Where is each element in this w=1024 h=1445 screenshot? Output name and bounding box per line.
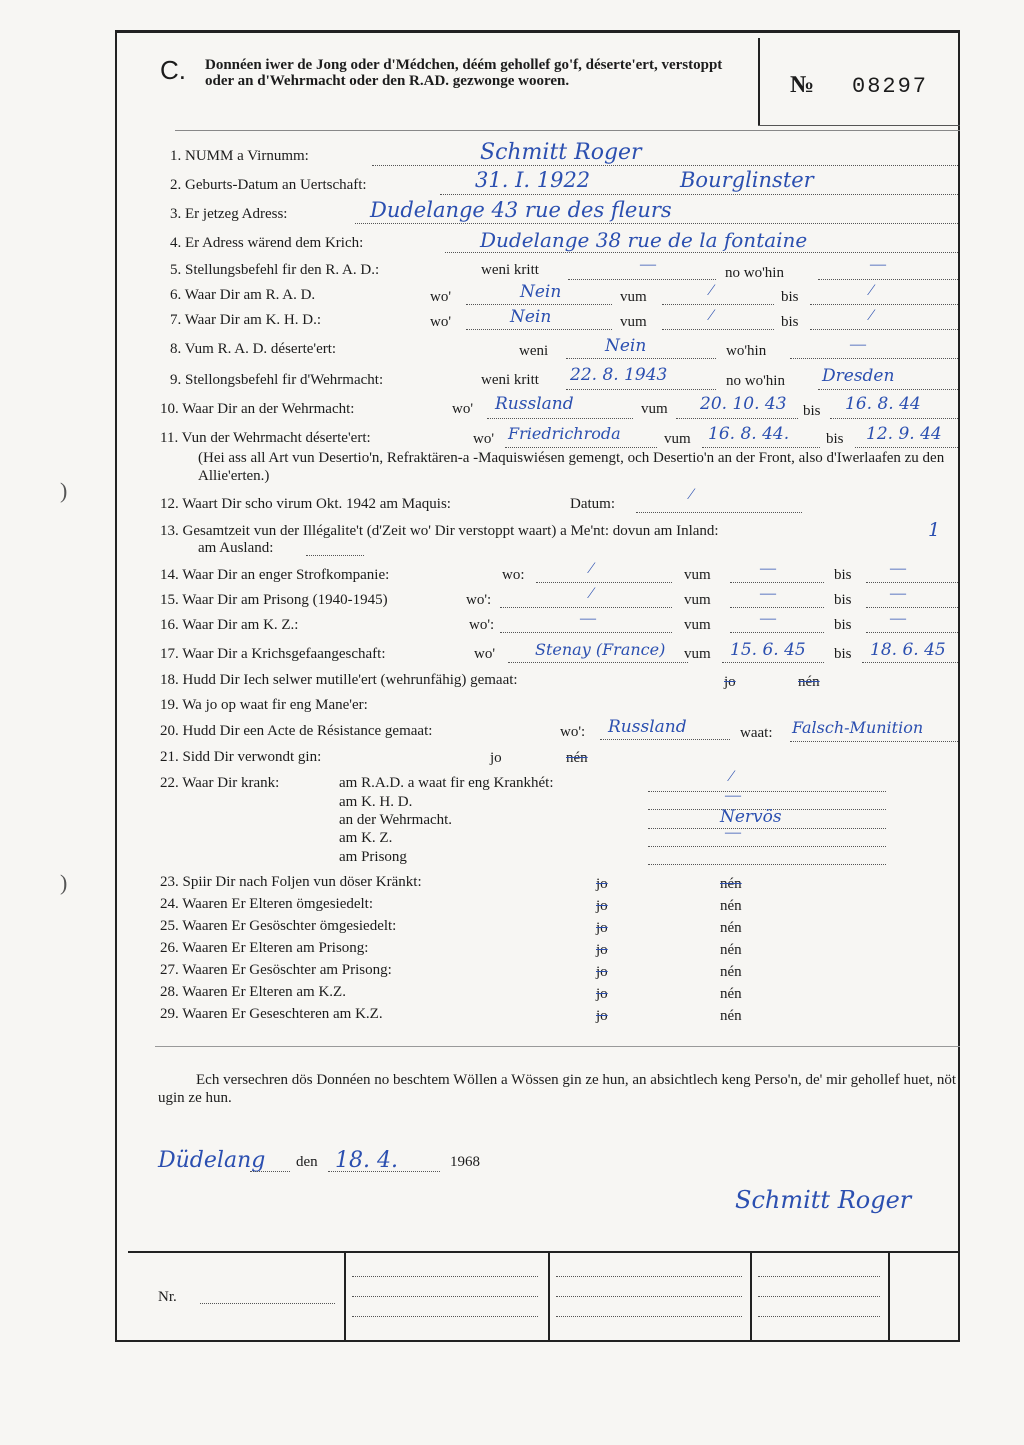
table-cell-line[interactable] [352,1275,538,1277]
den-label: den [296,1154,318,1170]
q16-vum-line[interactable] [730,631,824,633]
q16-vum-dash: — [760,610,776,627]
table-cell-line[interactable] [556,1315,742,1317]
q16-label: 16. Waar Dir am K. Z.: [160,617,299,633]
q14-wo-dash: ⁄ [590,560,593,577]
q27-jo[interactable]: jo [596,964,608,980]
q15-wo-line[interactable] [500,606,672,608]
q4-label: 4. Er Adress wärend dem Krich: [170,235,364,251]
q18-jo[interactable]: jo [724,674,736,690]
q11-wo-label: wo' [473,431,495,447]
q11-bis-value: 12. 9. 44 [866,424,942,444]
q12-label: 12. Waart Dir scho virum Okt. 1942 am Maquis: [160,496,451,512]
q5-when-label: weni kritt [481,262,539,278]
q17-wo-value: Stenay (France) [535,640,666,659]
q18-nen[interactable]: nén [798,674,820,690]
q15-bis-dash: — [890,585,906,602]
q29-nen[interactable]: nén [720,1008,742,1024]
q26-jo[interactable]: jo [596,942,608,958]
q5-where-line[interactable] [818,278,958,280]
q23-label: 23. Spiir Dir nach Foljen vun döser Kränkt: [160,874,422,890]
q21-nen[interactable]: nén [566,750,588,766]
q7-label: 7. Waar Dir am K. H. D.: [170,312,321,328]
q8-weni-value: Nein [605,336,647,356]
q9-weni-label: weni kritt [481,372,539,388]
q16-wo-line[interactable] [500,631,672,633]
q17-vum-label: vum [684,646,711,662]
q10-wo-label: wo' [452,401,474,417]
header-divider [758,38,760,125]
q15-wo-label: wo': [466,592,492,608]
q14-wo-label: wo: [502,567,525,583]
section-divider [155,1046,960,1047]
q22-item-khd: am K. H. D. [339,794,413,810]
q3-label: 3. Er jetzeg Adress: [170,206,288,222]
q7-bis-dash: ⁄ [870,307,873,324]
q12-datum-label: Datum: [570,496,615,512]
q24-jo[interactable]: jo [596,898,608,914]
signing-year: 1968 [450,1154,480,1170]
q6-bis-dash: ⁄ [870,282,873,299]
q13-ausland-label: am Ausland: [198,540,274,556]
q15-label: 15. Waar Dir am Prisong (1940-1945) [160,592,388,608]
q9-label: 9. Stellongsbefehl fir d'Wehrmacht: [170,372,384,388]
q20-wo-label: wo': [560,724,586,740]
q8-wohin-line[interactable] [790,357,958,359]
q22-item-kz: am K. Z. [339,830,393,846]
q5-label: 5. Stellungsbefehl fir den R. A. D.: [170,262,380,278]
q13-label: 13. Gesamtzeit vun der Illégalite't (d'Zeit wo' Dir verstoppt waart) a Me'nt: dovun am Inland: [160,523,719,539]
q3-line[interactable] [355,222,958,224]
q26-nen[interactable]: nén [720,942,742,958]
q13-inland-value: 1 [928,519,941,541]
q11-note: (Hei ass all Art vun Desertio'n, Refraktären-a -Maquiswiésen gemengt, och Desertio'n an der Front, also d'Iwerlaafen zu den Allie'erten.) [198,450,945,484]
section-title: Donnéen iwer de Jong oder d'Médchen, déém gehollef go'f, déserte'ert, verstoppt oder an d'Wehrmacht oder den R.AD. gezwonge wooren. [205,57,723,89]
header-underline [758,125,960,126]
q22-prisong-line[interactable] [648,863,886,865]
table-col-3 [750,1251,752,1341]
table-cell-line[interactable] [758,1295,880,1297]
q20-waat-line[interactable] [790,740,958,742]
q11-vum-line[interactable] [702,446,820,448]
q10-bis-line[interactable] [830,417,958,419]
q7-wo-value: Nein [510,307,552,327]
q14-vum-line[interactable] [730,581,824,583]
q16-bis-label: bis [834,617,852,633]
q8-label: 8. Vum R. A. D. déserte'ert: [170,341,337,357]
place-line[interactable] [250,1170,290,1172]
q20-waat-label: waat: [740,725,773,741]
q10-wo-value: Russland [495,394,574,414]
q20-waat-value: Falsch-Munition [792,718,924,737]
signing-date: 18. 4. [335,1148,398,1173]
table-col-1 [344,1251,346,1341]
q6-vum-line[interactable] [662,303,774,305]
q5-when-dash: — [640,256,656,273]
q22-item-rad: am R.A.D. a waat fir eng Krankhét: [339,775,554,791]
q10-label: 10. Waar Dir an der Wehrmacht: [160,401,355,417]
q16-bis-line[interactable] [866,631,958,633]
q10-vum-value: 20. 10. 43 [700,394,787,414]
q16-vum-label: vum [684,617,711,633]
q2-place: Bourglinster [680,168,814,192]
q16-wo-label: wo': [469,617,495,633]
q7-vum-label: vum [620,314,647,330]
q22-rad-line[interactable] [648,790,886,792]
q14-vum-dash: — [760,560,776,577]
q10-vum-label: vum [641,401,668,417]
q11-wo-value: Friedrichroda [508,424,621,443]
q22-kz-line[interactable] [648,845,886,847]
q6-label: 6. Waar Dir am R. A. D. [170,287,316,303]
declaration-text: Ech versechren dös Donnéen no beschtem Wöllen a Wössen gin ze hun, an absichtlech keng Perso'n, de' mir gehollef huet, nöt ugin ze hun. [158,1072,957,1106]
q14-bis-dash: — [890,560,906,577]
q1-value: Schmitt Roger [480,140,642,165]
q6-vum-label: vum [620,289,647,305]
q25-jo[interactable]: jo [596,920,608,936]
q5-where-label: no wo'hin [725,265,784,281]
footer-nr-label: Nr. [158,1289,177,1305]
table-cell-line[interactable] [556,1295,742,1297]
q15-vum-label: vum [684,592,711,608]
q11-bis-label: bis [826,431,844,447]
q22-khd-dash: — [725,787,741,804]
q6-wo-line[interactable] [466,303,612,305]
q10-vum-line[interactable] [676,417,798,419]
signing-place: Düdelang [158,1148,266,1173]
q8-wohin-label: wo'hin [726,343,767,359]
table-col-4 [888,1251,890,1341]
table-cell-line[interactable] [352,1315,538,1317]
q16-bis-dash: — [890,610,906,627]
q11-label: 11. Vun der Wehrmacht déserte'ert: [160,430,371,446]
q10-bis-label: bis [803,403,821,419]
q12-dash: ⁄ [690,486,693,503]
table-col-2 [548,1251,550,1341]
q17-bis-value: 18. 6. 45 [870,640,946,660]
q5-where-dash: — [870,256,886,273]
table-cell-line[interactable] [758,1315,880,1317]
q6-bis-label: bis [781,289,799,305]
footer-nr-line[interactable] [200,1302,335,1304]
q10-wo-line[interactable] [487,417,633,419]
q17-wo-line[interactable] [508,661,688,663]
q14-bis-label: bis [834,567,852,583]
q17-wo-label: wo' [474,646,496,662]
punch-mark-top: ) [60,478,68,503]
q17-vum-line[interactable] [722,661,824,663]
header-rule [175,130,960,131]
table-top-rule [128,1251,960,1253]
section-letter: C. [160,55,186,85]
q3-value: Dudelange 43 rue des fleurs [370,198,672,222]
punch-mark-bottom: ) [60,870,68,895]
q28-jo[interactable]: jo [596,986,608,1002]
q22-item-prisong: am Prisong [339,849,407,865]
q29-label: 29. Waaren Er Geseschteren am K.Z. [160,1006,383,1022]
q7-bis-label: bis [781,314,799,330]
q15-bis-line[interactable] [866,606,958,608]
q9-wohin-label: no wo'hin [726,373,785,389]
q25-nen[interactable]: nén [720,920,742,936]
q10-bis-value: 16. 8. 44 [845,394,921,414]
q20-label: 20. Hudd Dir een Acte de Résistance gemaat: [160,723,433,739]
q12-datum-line[interactable] [636,511,802,513]
q7-vum-line[interactable] [662,328,774,330]
q24-nen[interactable]: nén [720,898,742,914]
q11-bis-line[interactable] [855,446,958,448]
q17-bis-line[interactable] [862,661,958,663]
q9-weni-value: 22. 8. 1943 [570,365,668,385]
q14-wo-line[interactable] [536,581,672,583]
q2-line[interactable] [440,193,958,195]
q11-wo-line[interactable] [505,446,657,448]
q22-item-wehrmacht: an der Wehrmacht. [339,812,453,828]
q25-label: 25. Waaren Er Gesöschter ömgesiedelt: [160,918,397,934]
q7-wo-line[interactable] [466,328,612,330]
table-cell-line[interactable] [556,1275,742,1277]
q6-vum-dash: ⁄ [710,282,713,299]
q22-rad-dash: ⁄ [730,768,733,785]
q1-line[interactable] [372,164,958,166]
q2-date: 31. I. 1922 [475,168,591,192]
q17-label: 17. Waar Dir a Krichsgefaangeschaft: [160,646,386,662]
q20-wo-line[interactable] [600,738,730,740]
q15-wo-dash: ⁄ [590,585,593,602]
q6-bis-line[interactable] [810,303,958,305]
q5-when-line[interactable] [568,278,716,280]
q4-value: Dudelange 38 rue de la fontaine [480,228,808,252]
q8-wohin-dash: — [850,336,866,353]
number-symbol: № [790,72,815,98]
q15-bis-label: bis [834,592,852,608]
q18-label: 18. Hudd Dir Iech selwer mutille'ert (wehrunfähig) gemaat: [160,672,518,688]
q11-vum-label: vum [664,431,691,447]
q6-wo-label: wo' [430,289,452,305]
q6-wo-value: Nein [520,282,562,302]
q7-vum-dash: ⁄ [710,307,713,324]
q23-jo[interactable]: jo [596,876,608,892]
q23-nen[interactable]: nén [720,876,742,892]
q27-nen[interactable]: nén [720,964,742,980]
q14-bis-line[interactable] [866,581,958,583]
q15-vum-line[interactable] [730,606,824,608]
q20-wo-value: Russland [608,717,687,737]
q9-wohin-value: Dresden [822,366,895,386]
q28-label: 28. Waaren Er Elteren am K.Z. [160,984,346,1000]
q8-weni-label: weni [519,343,549,359]
q19-label: 19. Wa jo op waat fir eng Mane'er: [160,697,368,713]
q8-weni-line[interactable] [566,357,716,359]
q21-jo[interactable]: jo [490,750,502,766]
q29-jo[interactable]: jo [596,1008,608,1024]
q22-wehrmacht-value: Nervös [720,807,782,827]
q27-label: 27. Waaren Er Gesöschter am Prisong: [160,962,392,978]
q7-wo-label: wo' [430,314,452,330]
q7-bis-line[interactable] [810,328,958,330]
signature: Schmitt Roger [735,1186,912,1214]
table-cell-line[interactable] [758,1275,880,1277]
q16-wo-dash: — [580,610,596,627]
q17-bis-label: bis [834,646,852,662]
q26-label: 26. Waaren Er Elteren am Prisong: [160,940,369,956]
q9-wohin-line[interactable] [818,388,958,390]
form-number: 08297 [852,74,929,99]
q17-vum-value: 15. 6. 45 [730,640,806,660]
q22-kz-dash: — [725,824,741,841]
q24-label: 24. Waaren Er Elteren ömgesiedelt: [160,896,374,912]
q1-label: 1. NUMM a Virnumm: [170,148,309,164]
q22-label: 22. Waar Dir krank: [160,775,280,791]
q14-vum-label: vum [684,567,711,583]
q11-vum-value: 16. 8. 44. [708,424,790,444]
table-cell-line[interactable] [352,1295,538,1297]
q21-label: 21. Sidd Dir verwondt gin: [160,749,322,765]
q9-weni-line[interactable] [566,388,716,390]
q14-label: 14. Waar Dir an enger Strofkompanie: [160,567,390,583]
q28-nen[interactable]: nén [720,986,742,1002]
q15-vum-dash: — [760,585,776,602]
q22-wehrmacht-line[interactable] [648,827,886,829]
q13-ausland-line[interactable] [306,554,364,556]
q2-label: 2. Geburts-Datum an Uertschaft: [170,177,367,193]
